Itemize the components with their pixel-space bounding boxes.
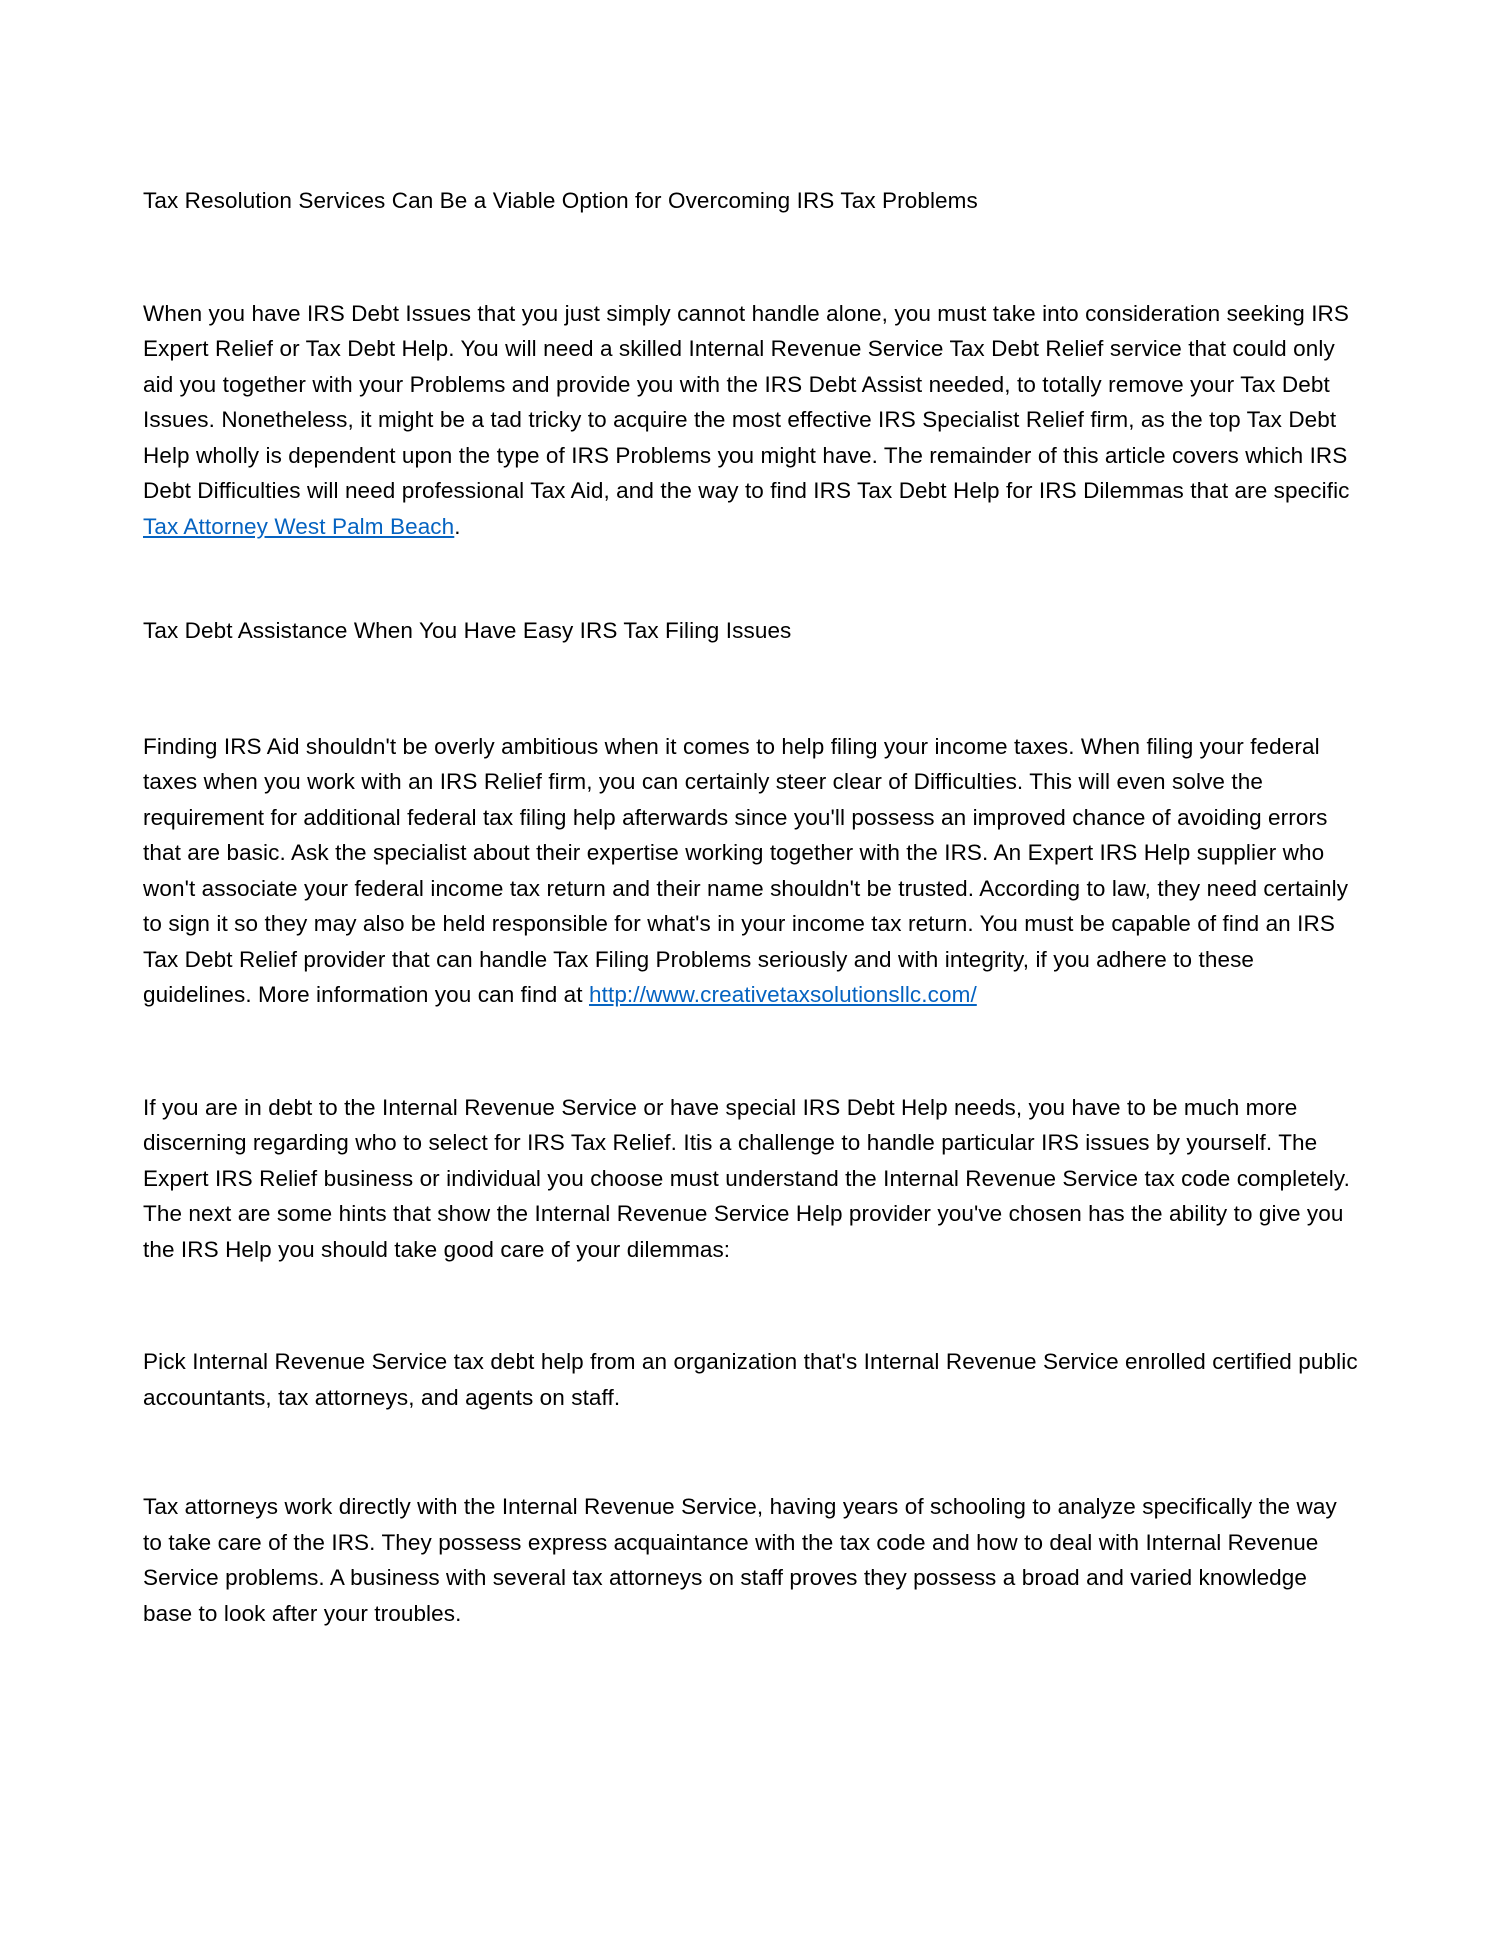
paragraph-pick-organization: Pick Internal Revenue Service tax debt help from an organization that's Internal Revenue Service enrolled certified public accountants, tax attorneys, and agents on staff. — [143, 1349, 1358, 1410]
paragraph-discerning: If you are in debt to the Internal Revenue Service or have special IRS Debt Help needs, you have to be much more discerning regarding who to select for IRS Tax Relief. Itis a challenge to handle particular IRS issues by yourself. The Expert IRS Relief business or individual you choose must understand the Internal Revenue Service tax code completely. The next are some hints that show the Internal Revenue Service Help provider you've chosen has the ability to give you the IRS Help you should take good care of your dilemmas: — [143, 1094, 1350, 1262]
paragraph-intro — [143, 296, 1360, 545]
paragraph-filing-text: Finding IRS Aid shouldn't be overly ambitious when it comes to help filing your income taxes. When filing your federal taxes when you work with an IRS Relief firm, you can certainly steer clear of Difficulties. This will even solve the requirement for additional federal tax filing help afterwards since you'll possess an improved chance of avoiding errors that are basic. Ask the specialist about their expertise working together with the IRS. An Expert IRS Help supplier who won't associate your federal income tax return and their name shouldn't be trusted. According to law, they need certainly to sign it so they may also be held responsible for what's in your income tax return. You must be capable of find an IRS Tax Debt Relief provider that can handle Tax Filing Problems seriously and with integrity, if you adhere to these guidelines. More information you can find at — [143, 733, 1349, 1007]
paragraph-intro-text: When you have IRS Debt Issues that you just simply cannot handle alone, you must take into consideration seeking IRS Expert Relief or Tax Debt Help. You will need a skilled Internal Revenue Service Tax Debt Relief service that could only aid you together with your Problems and provide you with the IRS Debt Assist needed, to totally remove your Tax Debt Issues. Nonetheless, it might be a tad tricky to acquire the most effective IRS Specialist Relief firm, as the top Tax Debt Help wholly is dependent upon the type of IRS Problems you might have. The remainder of this article covers which IRS Debt Difficulties will need professional Tax Aid, and the way to find IRS Tax Debt Help for IRS Dilemmas that are specific — [143, 300, 1350, 503]
section-heading: Tax Debt Assistance When You Have Easy IRS Tax Filing Issues — [143, 618, 792, 643]
paragraph-filing — [143, 729, 1360, 1013]
document-title: Tax Resolution Services Can Be a Viable Option for Overcoming IRS Tax Problems — [143, 188, 978, 213]
paragraph-intro-after-link: . — [454, 513, 461, 539]
creativetaxsolutions-url-link[interactable]: http://www.creativetaxsolutionsllc.com/ — [589, 982, 977, 1007]
tax-attorney-west-palm-beach-link[interactable]: Tax Attorney West Palm Beach — [143, 513, 455, 539]
paragraph-tax-attorneys: Tax attorneys work directly with the Internal Revenue Service, having years of schooling to analyze specifically the way to take care of the IRS. They possess express acquaintance with the tax code and how to deal with Internal Revenue Service problems. A business with several tax attorneys on staff proves they possess a broad and varied knowledge base to look after your troubles. — [143, 1494, 1337, 1626]
